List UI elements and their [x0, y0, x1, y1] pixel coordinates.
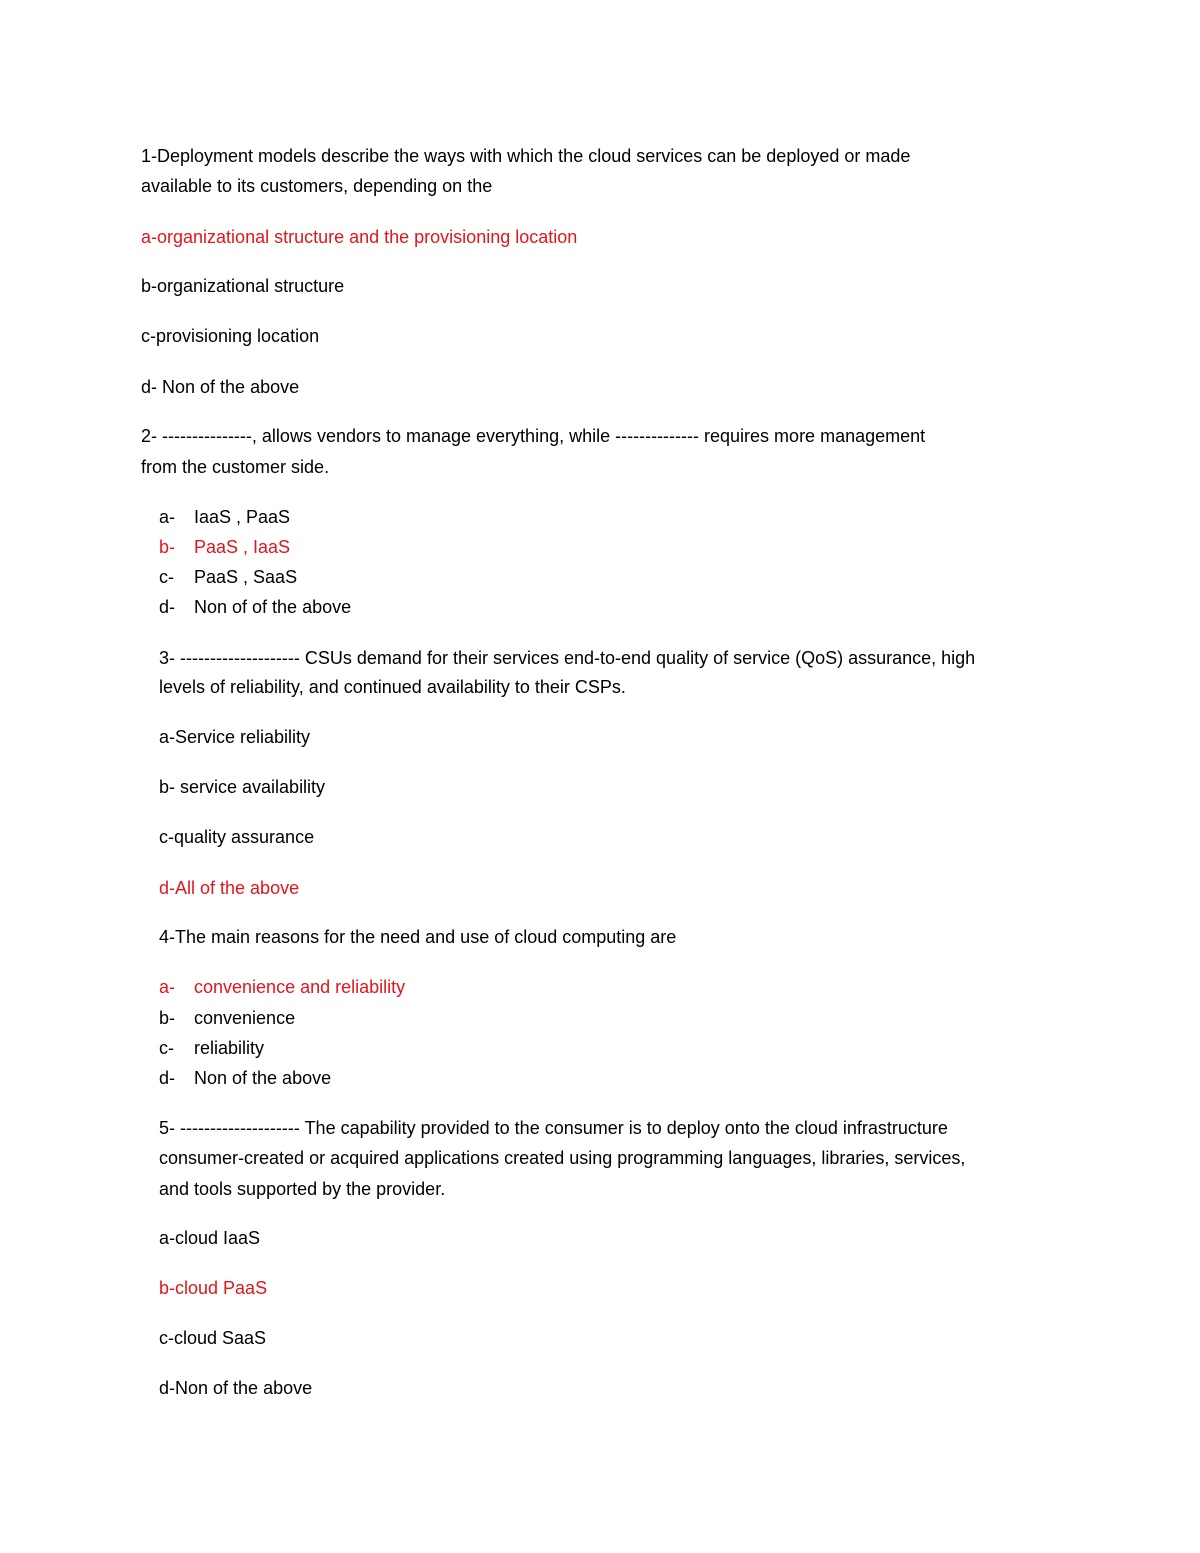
q5-stem-line2: consumer-created or acquired applications created using programming languages, libraries, services, [159, 1148, 966, 1168]
q5-option-a: a-cloud IaaS [159, 1228, 261, 1248]
list-marker: b- [159, 1008, 176, 1028]
q2-option-d [159, 592, 351, 622]
list-marker: c- [159, 1038, 174, 1058]
list-item-text: Non of of the above [194, 597, 352, 617]
q5-option-b-answer: b-cloud PaaS [159, 1278, 268, 1298]
list-marker: d- [159, 1068, 176, 1088]
q4-option-b [159, 1003, 295, 1033]
q5-stem-line3: and tools supported by the provider. [159, 1179, 446, 1199]
q2-option-c [159, 562, 297, 592]
list-item-text: IaaS , PaaS [194, 507, 291, 527]
q3-stem-line1: 3- -------------------- CSUs demand for their services end-to-end quality of service (QoS) assurance, high [159, 648, 976, 668]
q2-stem-line1: 2- ---------------, allows vendors to manage everything, while -------------- requires more management [141, 426, 926, 446]
q1-stem-line1: 1-Deployment models describe the ways with which the cloud services can be deployed or made [141, 146, 911, 166]
q1-option-c: c-provisioning location [141, 326, 320, 346]
list-item-text: PaaS , SaaS [194, 567, 298, 587]
q4-option-a-answer [159, 972, 405, 1002]
q3-option-b: b- service availability [159, 777, 326, 797]
list-item-text: convenience [194, 1008, 296, 1028]
q5-option-c: c-cloud SaaS [159, 1328, 267, 1348]
list-item-text: convenience and reliability [194, 977, 406, 997]
list-marker: a- [159, 977, 176, 997]
list-marker: c- [159, 567, 174, 587]
list-marker: b- [159, 537, 176, 557]
q5-stem-line1: 5- -------------------- The capability provided to the consumer is to deploy onto the cloud infrastructure [159, 1118, 948, 1138]
q4-stem: 4-The main reasons for the need and use of cloud computing are [159, 927, 677, 947]
q3-option-d-answer: d-All of the above [159, 878, 300, 898]
q3-option-a: a-Service reliability [159, 727, 311, 747]
list-item-text: PaaS , IaaS [194, 537, 291, 557]
list-marker: a- [159, 507, 176, 527]
q2-option-a [159, 502, 290, 532]
q4-option-c [159, 1033, 264, 1063]
q3-option-c: c-quality assurance [159, 827, 315, 847]
q1-option-a-answer: a-organizational structure and the provisioning location [141, 227, 578, 247]
q3-stem-line2: levels of reliability, and continued availability to their CSPs. [159, 677, 626, 697]
list-item-text: reliability [194, 1038, 265, 1058]
q2-option-b-answer [159, 532, 290, 562]
q5-option-d: d-Non of the above [159, 1378, 313, 1398]
list-item-text: Non of the above [194, 1068, 332, 1088]
q2-stem-line2: from the customer side. [141, 457, 330, 477]
q1-stem-line2: available to its customers, depending on the [141, 176, 493, 196]
q1-option-b: b-organizational structure [141, 276, 345, 296]
list-marker: d- [159, 597, 176, 617]
q4-option-d [159, 1063, 331, 1093]
q1-option-d: d- Non of the above [141, 377, 300, 397]
